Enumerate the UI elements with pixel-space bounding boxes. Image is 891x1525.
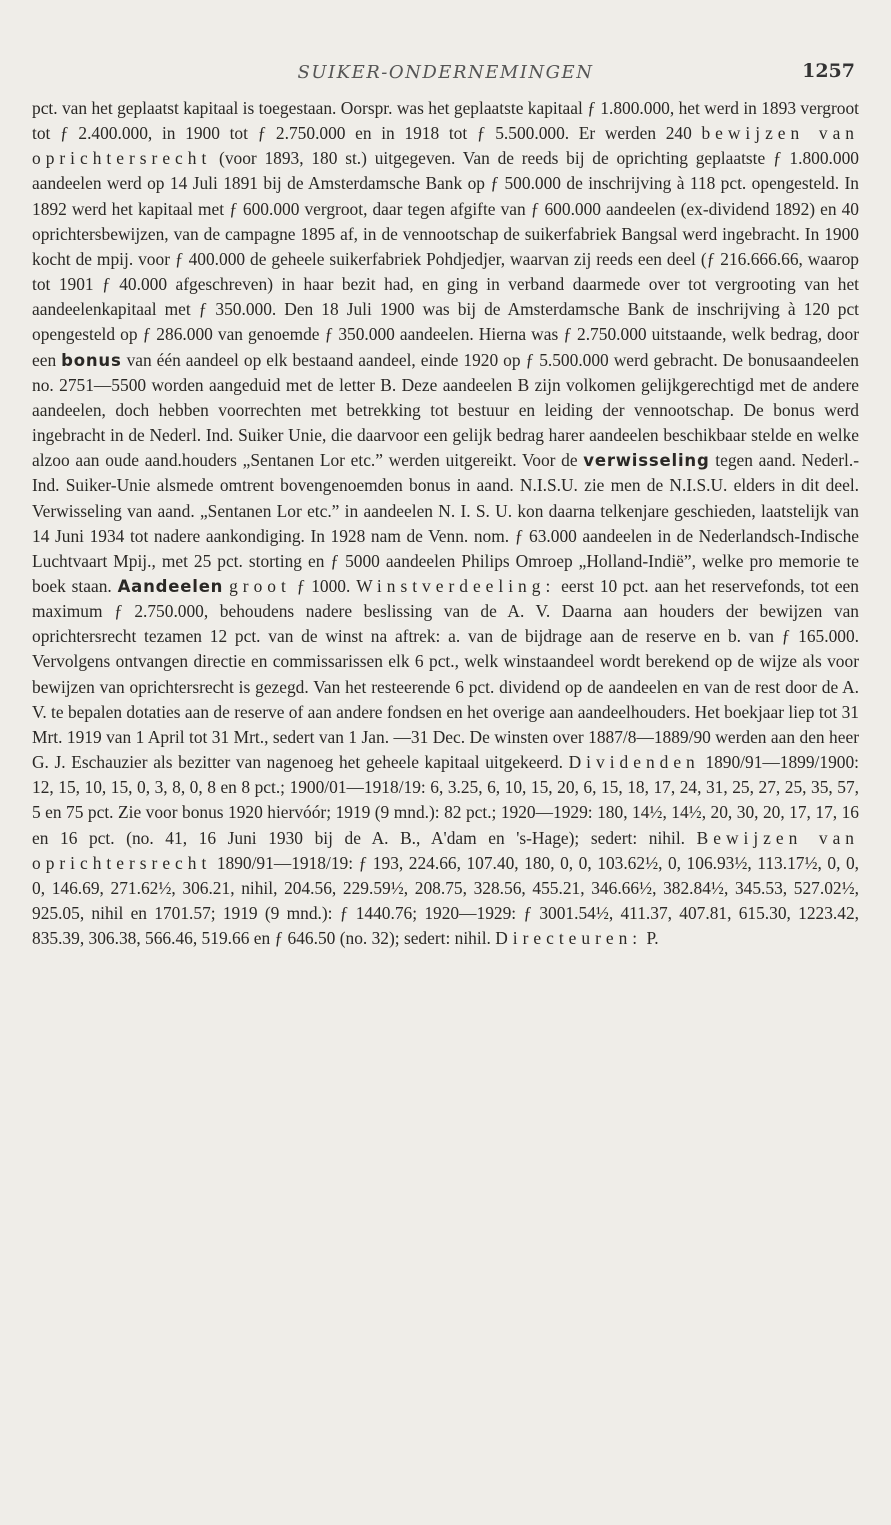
spaced-term: Winstverdeeling: [356,575,556,596]
spaced-term: Directeuren: [495,928,643,949]
text-run: tegen aand. Nederl.-Ind. Suiker-Unie alsmede omtrent bovengenoemden bonus in aand. N.I.S.U. zie men de N.I.S.U. elders in dit deel. Verwisseling van aand. „Sentanen Lor etc.” in aandeelen N. I. S. U. kon daarna telkenjare geschieden, laatstelijk van 14 Juni 1934 tot nadere aankondiging. In 1928 nam de Venn. nom. ƒ 63.000 aandeelen in de Nederlandsch-Indische Luchtvaart Mpij., met 25 pct. storting en ƒ 5000 aandeelen Philips Omroep „Holland-Indië”, welke pro memorie te boek staan. [32,450,859,596]
spaced-term: Dividenden [568,752,700,773]
running-title: SUIKER-ONDERNEMINGEN [297,62,594,83]
text-run: ƒ 1000. [290,575,357,596]
bold-term: verwisseling [583,451,710,471]
bold-term: Aandeelen [117,576,224,596]
spaced-term: bewijzen van oprichtersrecht [32,123,859,169]
body-paragraph [32,96,859,951]
page-header [32,60,859,90]
text-run: pct. van het geplaatst kapitaal is toegestaan. Oorspr. was het geplaatste kapitaal ƒ 1.800.000, het werd in 1893 vergroot tot ƒ 2.400.000, in 1900 tot ƒ 2.750.000 en in 1918 tot ƒ 5.500.000. Er werden 240 [32,98,859,144]
text-run: (voor 1893, 180 st.) uitgegeven. Van de reeds bij de oprichting geplaatste ƒ 1.800.000 aandeelen werd op 14 Juli 1891 bij de Amsterdamsche Bank op ƒ 500.000 de inschrijving à 118 pct. opengesteld. In 1892 werd het kapitaal met ƒ 600.000 vergroot, daar tegen afgifte van ƒ 600.000 aandeelen (ex-dividend 1892) en 40 oprichtersbewijzen, van de campagne 1895 af, in de vennootschap de suikerfabriek Bangsal werd ingebracht. In 1900 kocht de mpij. voor ƒ 400.000 de geheele suikerfabriek Pohdjedjer, waarvan zij reeds een deel (ƒ 216.666.66, waarop tot 1901 ƒ 40.000 afgeschreven) in haar bezit had, en ging in verband daarmede over tot vergrooting van het aandeelenkapitaal met ƒ 350.000. Den 18 Juli 1900 was bij de Amsterdamsche Bank de inschrijving à 120 pct opengesteld op ƒ 286.000 van genoemde ƒ 350.000 aandeelen. Hierna was ƒ 2.750.000 uitstaande, welk bedrag, door een [32,148,859,370]
spaced-term: Bewijzen van oprichtersrecht [32,827,860,873]
spaced-term: groot [229,575,291,596]
text-run: P. [642,928,659,949]
text-run: van één aandeel op elk bestaand aandeel, einde 1920 op ƒ 5.500.000 werd gebracht. De bonusaandeelen no. 2751—5500 worden aangeduid met de letter B. Deze aandeelen B zijn volkomen gelijkgerechtigd met de andere aandeelen, doch hebben voorrechten met betrekking tot bestuur en leiding der vennootschap. De bonus werd ingebracht in de Nederl. Ind. Suiker Unie, die daarvoor een gelijk bedrag harer aandeelen beschikbaar stelde en welke alzoo aan oude aand.houders „Sentanen Lor etc.” werden uitgereikt. Voor de [32,349,860,471]
bold-term: bonus [61,350,122,370]
text-run: 1890/91—1899/1900: 12, 15, 10, 15, 0, 3, 8, 0, 8 en 8 pct.; 1900/01—1918/19: 6, 3.25, 6, 10, 15, 20, 6, 15, 18, 17, 24, 31, 25, 27, 25, 35, 57, 5 en 75 pct. Zie voor bonus 1920 hiervóór; 1919 (9 mnd.): 82 pct.; 1920—1929: 180, 14½, 14½, 20, 30, 20, 17, 17, 16 en 16 pct. (no. 41, 16 Juni 1930 bij de A. B., A'dam en 's-Hage); sedert: nihil. [32,752,860,848]
page-number: 1257 [802,60,855,82]
text-run: eerst 10 pct. aan het reservefonds, tot een maximum ƒ 2.750.000, behoudens nadere beslissing van de A. V. Daarna aan houders der bewijzen van oprichtersrecht tezamen 12 pct. van de winst na aftrek: a. van de bijdrage aan de reserve en b. van ƒ 165.000. Vervolgens ontvangen directie en commissarissen elk 6 pct., welk winstaandeel wordt berekend op de wijze als voor bewijzen van oprichtersrecht is gezegd. Van het resteerende 6 pct. dividend op de aandeelen en van de rest door de A. V. te bepalen dotaties aan de reserve of aan andere fondsen en het overige aan aandeelhouders. Het boekjaar liep tot 31 Mrt. 1919 van 1 April tot 31 Mrt., sedert van 1 Jan. —31 Dec. De winsten over 1887/8—1889/90 werden aan den heer G. J. Eschauzier als bezitter van nagenoeg het geheele kapitaal uitgekeerd. [32,575,859,773]
text-run: 1890/91—1918/19: ƒ 193, 224.66, 107.40, 180, 0, 0, 103.62½, 0, 106.93½, 113.17½, 0, 0, 0, 146.69, 271.62½, 306.21, nihil, 204.56, 229.59½, 208.75, 328.56, 455.21, 346.66½, 382.84½, 345.53, 527.02½, 925.05, nihil en 1701.57; 1919 (9 mnd.): ƒ 1440.76; 1920—1929: ƒ 3001.54½, 411.37, 407.81, 615.30, 1223.42, 835.39, 306.38, 566.46, 519.66 en ƒ 646.50 (no. 32); sedert: nihil. [32,852,859,949]
